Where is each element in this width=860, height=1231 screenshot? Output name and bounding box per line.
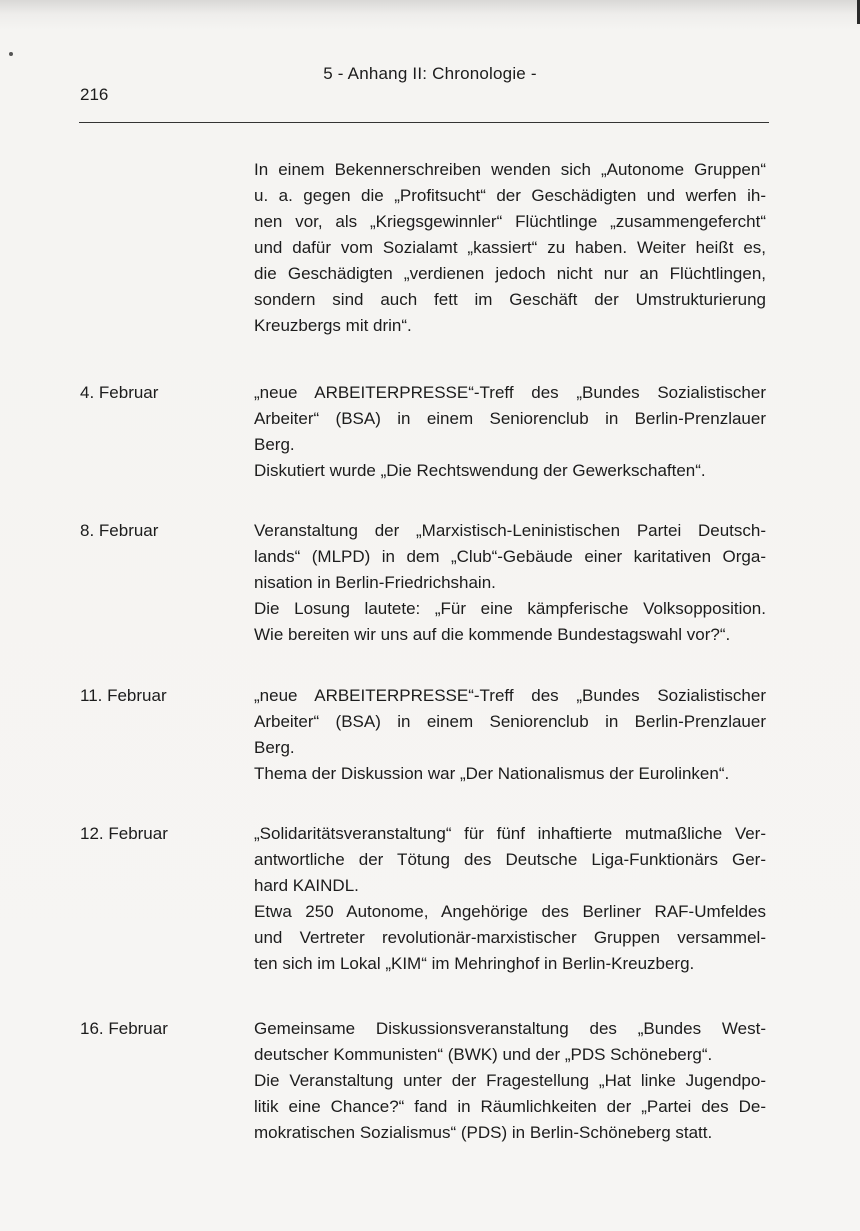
entry-date: 16. Februar — [80, 1019, 168, 1038]
text-line: Etwa 250 Autonome, Angehörige des Berliner RAF-Umfeldes — [254, 902, 766, 921]
text-line: antwortliche der Tötung des Deutsche Liga-Funktionärs Ger- — [254, 850, 766, 869]
text-line: deutscher Kommunisten“ (BWK) und der „PDS Schöneberg“. — [254, 1045, 713, 1064]
header-divider — [79, 122, 769, 123]
text-line: u. a. gegen die „Profitsucht“ der Geschädigten und werfen ih- — [254, 186, 766, 205]
entry-text — [254, 683, 766, 787]
text-line: nisation in Berlin-Friedrichshain. — [254, 573, 496, 592]
text-line: Die Veranstaltung unter der Fragestellung „Hat linke Jugendpo- — [254, 1071, 766, 1090]
text-line: Diskutiert wurde „Die Rechtswendung der Gewerkschaften“. — [254, 461, 706, 480]
entry-date: 11. Februar — [80, 686, 167, 705]
text-line: Berg. — [254, 435, 295, 454]
running-header-title: 5 - Anhang II: Chronologie - — [323, 64, 537, 83]
text-line: und Vertreter revolutionär-marxistischer Gruppen versammel- — [254, 928, 766, 947]
text-line: mokratischen Sozialismus“ (PDS) in Berlin-Schöneberg statt. — [254, 1123, 713, 1142]
text-line: Thema der Diskussion war „Der Nationalismus der Eurolinken“. — [254, 764, 730, 783]
text-line: Berg. — [254, 738, 295, 757]
page-number: 216 — [80, 85, 109, 104]
text-line: die Geschädigten „verdienen jedoch nicht nur an Flüchtlingen, — [254, 264, 766, 283]
entry-date: 4. Februar — [80, 383, 159, 402]
entry-date: 8. Februar — [80, 521, 159, 540]
text-line: lands“ (MLPD) in dem „Club“-Gebäude einer karitativen Orga- — [254, 547, 766, 566]
text-line: Kreuzbergs mit drin“. — [254, 316, 412, 335]
text-line: Die Losung lautete: „Für eine kämpferische Volksopposition. — [254, 599, 766, 618]
entry-text — [254, 157, 766, 339]
text-line: Gemeinsame Diskussionsveranstaltung des „Bundes West- — [254, 1019, 766, 1038]
text-line: litik eine Chance?“ fand in Räumlichkeiten der „Partei des De- — [254, 1097, 766, 1116]
entry-text — [254, 380, 766, 484]
entry-text — [254, 518, 766, 648]
entry-text — [254, 821, 766, 977]
text-line: nen vor, als „Kriegsgewinnler“ Flüchtlinge „zusammengefercht“ — [254, 212, 766, 231]
text-line: sondern sind auch fett im Geschäft der Umstrukturierung — [254, 290, 766, 309]
text-line: „Solidaritätsveranstaltung“ für fünf inhaftierte mutmaßliche Ver- — [254, 824, 766, 843]
text-line: ten sich im Lokal „KIM“ im Mehringhof in Berlin-Kreuzberg. — [254, 954, 695, 973]
text-line: „neue ARBEITERPRESSE“-Treff des „Bundes Sozialistischer — [254, 383, 766, 402]
text-line: „neue ARBEITERPRESSE“-Treff des „Bundes Sozialistischer — [254, 686, 766, 705]
text-line: Veranstaltung der „Marxistisch-Leninistischen Partei Deutsch- — [254, 521, 766, 540]
text-line: Wie bereiten wir uns auf die kommende Bundestagswahl vor?“. — [254, 625, 731, 644]
entry-text — [254, 1016, 766, 1146]
text-line: Arbeiter“ (BSA) in einem Seniorenclub in Berlin-Prenzlauer — [254, 712, 766, 731]
entry-date: 12. Februar — [80, 824, 168, 843]
scan-speck — [9, 52, 13, 56]
text-line: hard KAINDL. — [254, 876, 359, 895]
text-line: und dafür vom Sozialamt „kassiert“ zu haben. Weiter heißt es, — [254, 238, 766, 257]
text-line: Arbeiter“ (BSA) in einem Seniorenclub in Berlin-Prenzlauer — [254, 409, 766, 428]
text-line: In einem Bekennerschreiben wenden sich „Autonome Gruppen“ — [254, 160, 766, 179]
